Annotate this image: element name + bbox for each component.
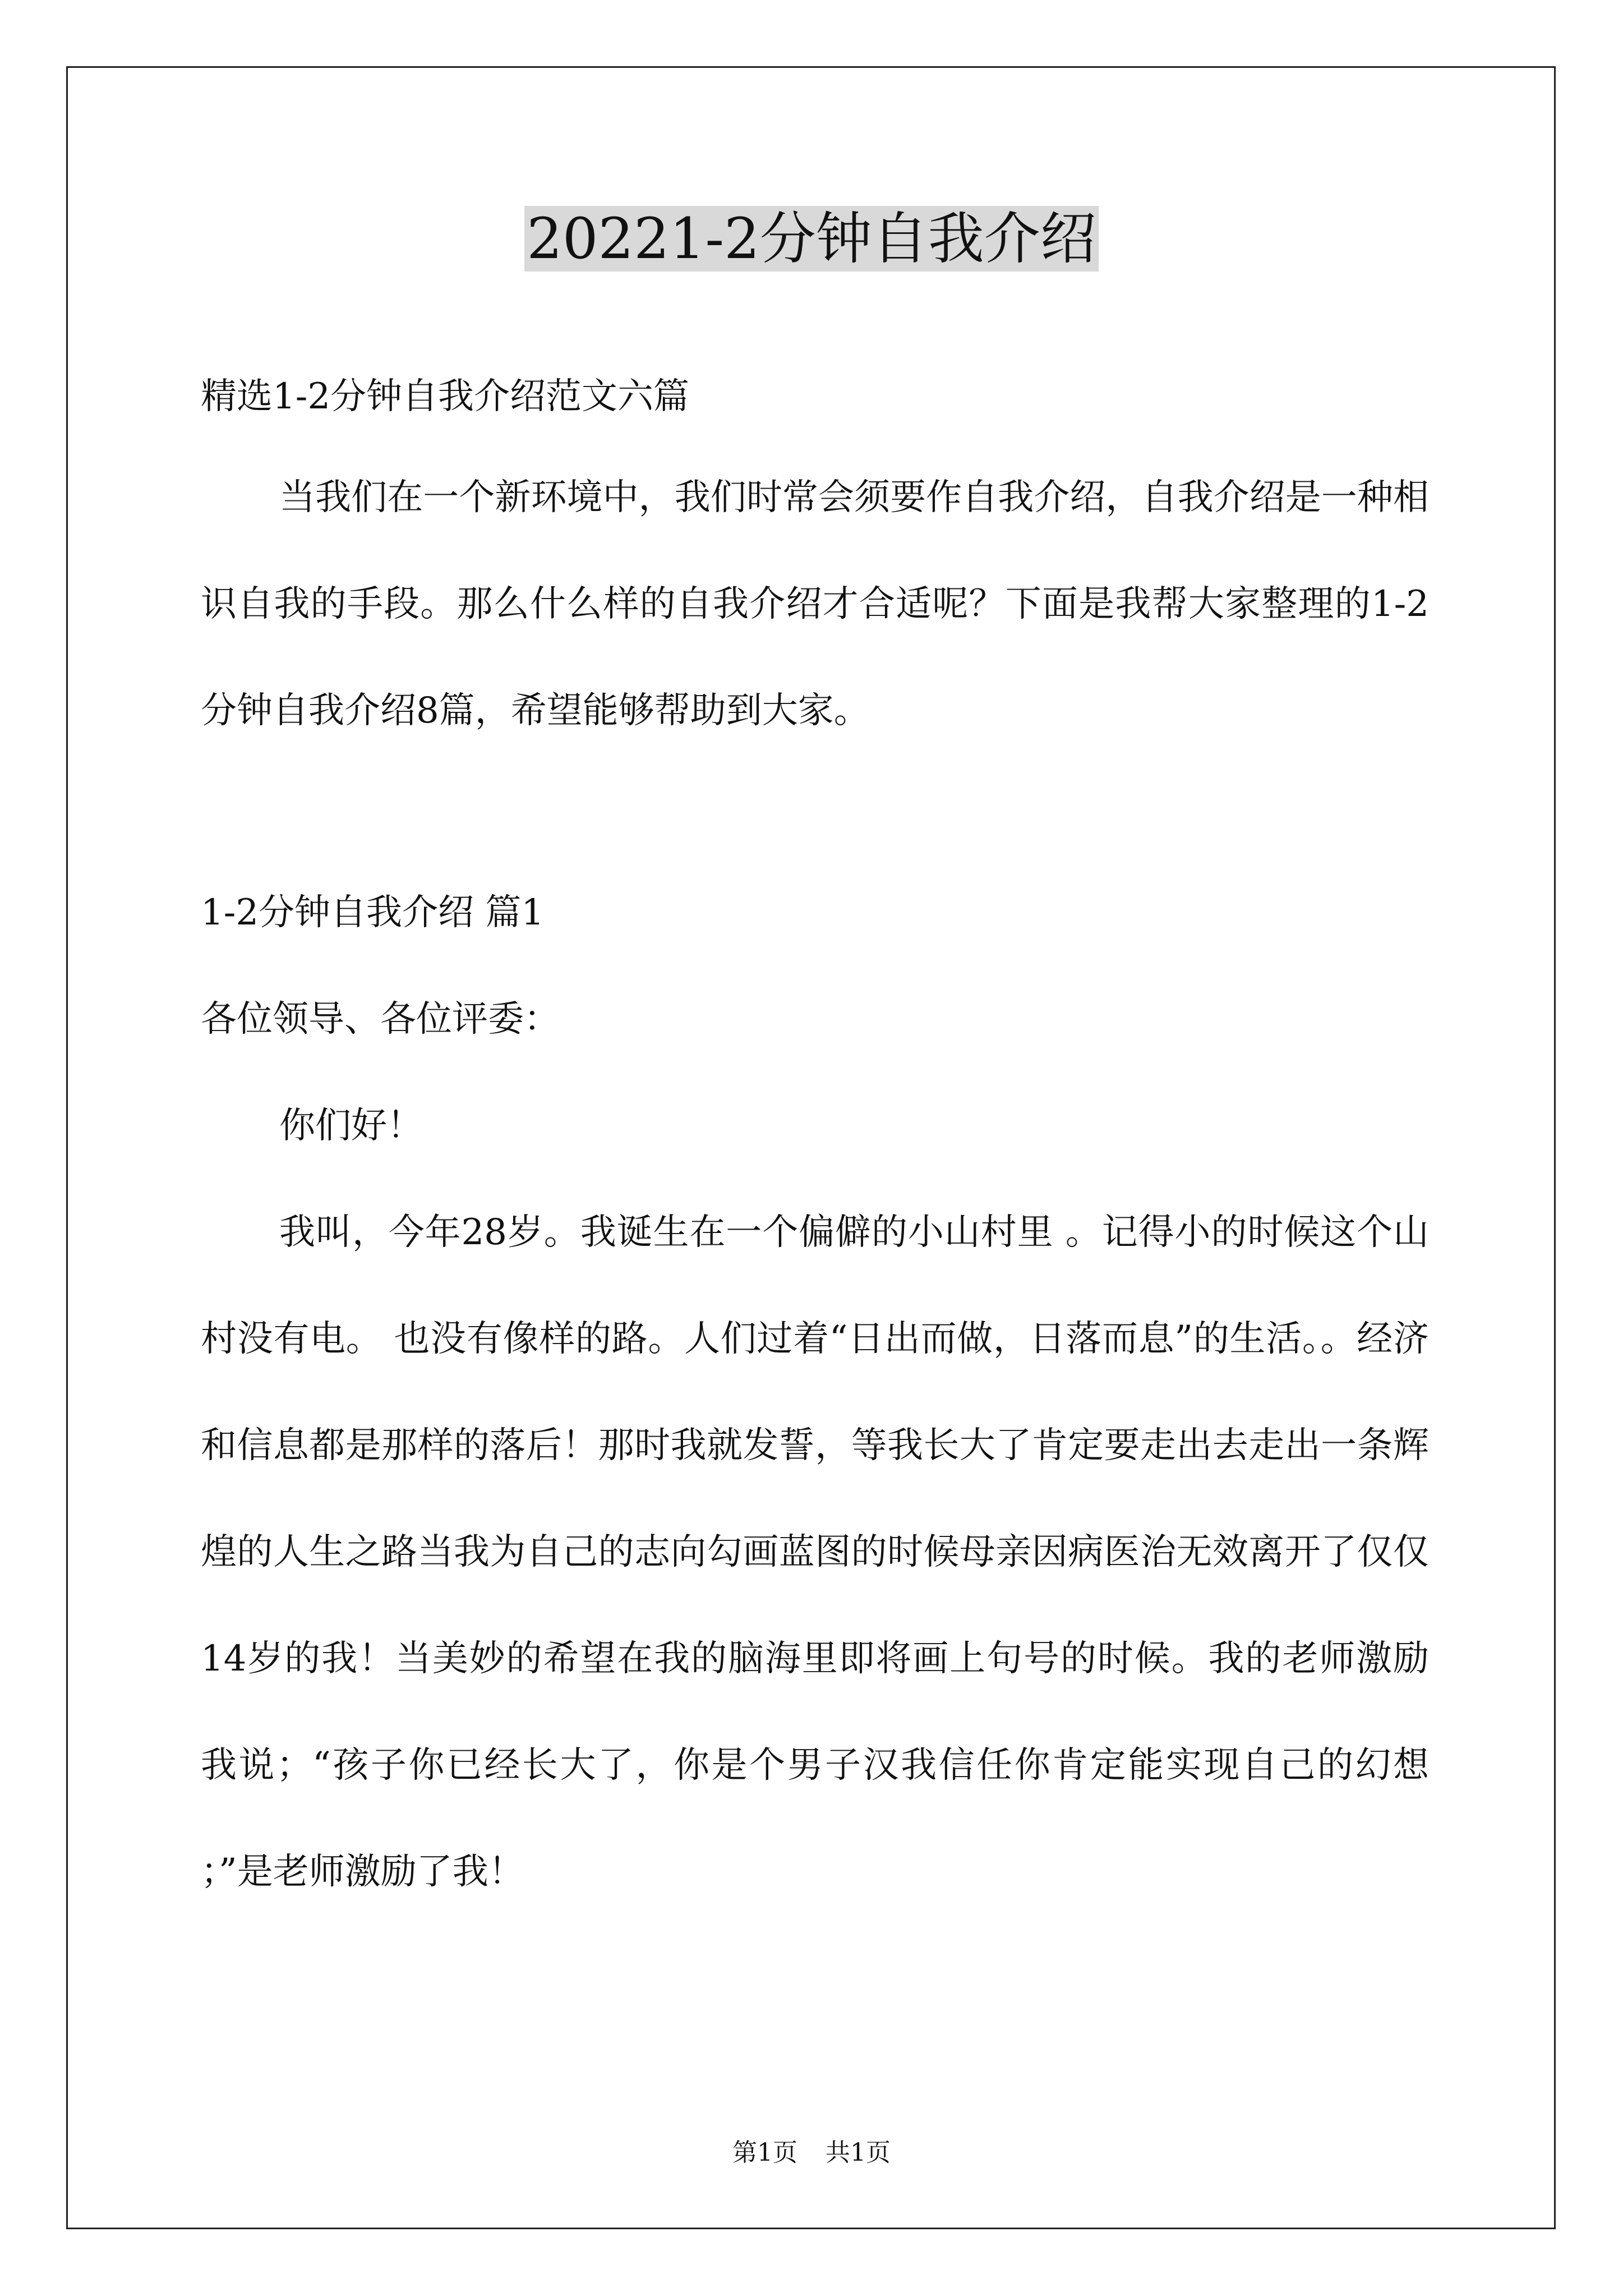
document-title — [0, 200, 1623, 278]
intro-paragraph: 当我们在一个新环境中，我们时常会须要作自我介绍，自我介绍是一种相识自我的手段。那么什么样的自我介绍才合适呢？下面是我帮大家整理的1-2分钟自我介绍8篇，希望能够帮助到大家。 — [201, 477, 1429, 731]
greeting: 你们好！ — [279, 1105, 423, 1147]
section-heading: 1-2分钟自我介绍 篇1 — [201, 892, 545, 933]
document-title-text: 20221-2分钟自我介绍 — [524, 206, 1099, 272]
page-number: 第1页 — [732, 2138, 797, 2167]
document-subtitle: 精选1-2分钟自我介绍范文六篇 — [201, 376, 690, 417]
salutation: 各位领导、各位评委： — [201, 999, 560, 1040]
body-paragraph: 我叫，今年28岁。我诞生在一个偏僻的小山村里 。记得小的时候这个山村没有电。 也没有像样的路。人们过着“日出而做，日落而息”的生活。。经济和信息都是那样的落后！那时我就发誓，等我长大了肯定要走出去走出一条辉煌的人生之路当我为自己的志向勾画蓝图的时候母亲因病医治无效离开了仅仅14岁的我！当美妙的希望在我的脑海里即将画上句号的时候。我的老师激励我说；“孩子你已经长大了，你是个男子汉我信任你肯定能实现自己的幻想 ；”是老师激励了我！ — [201, 1212, 1429, 1893]
page-total: 共1页 — [826, 2138, 891, 2167]
page-footer — [0, 2136, 1623, 2170]
